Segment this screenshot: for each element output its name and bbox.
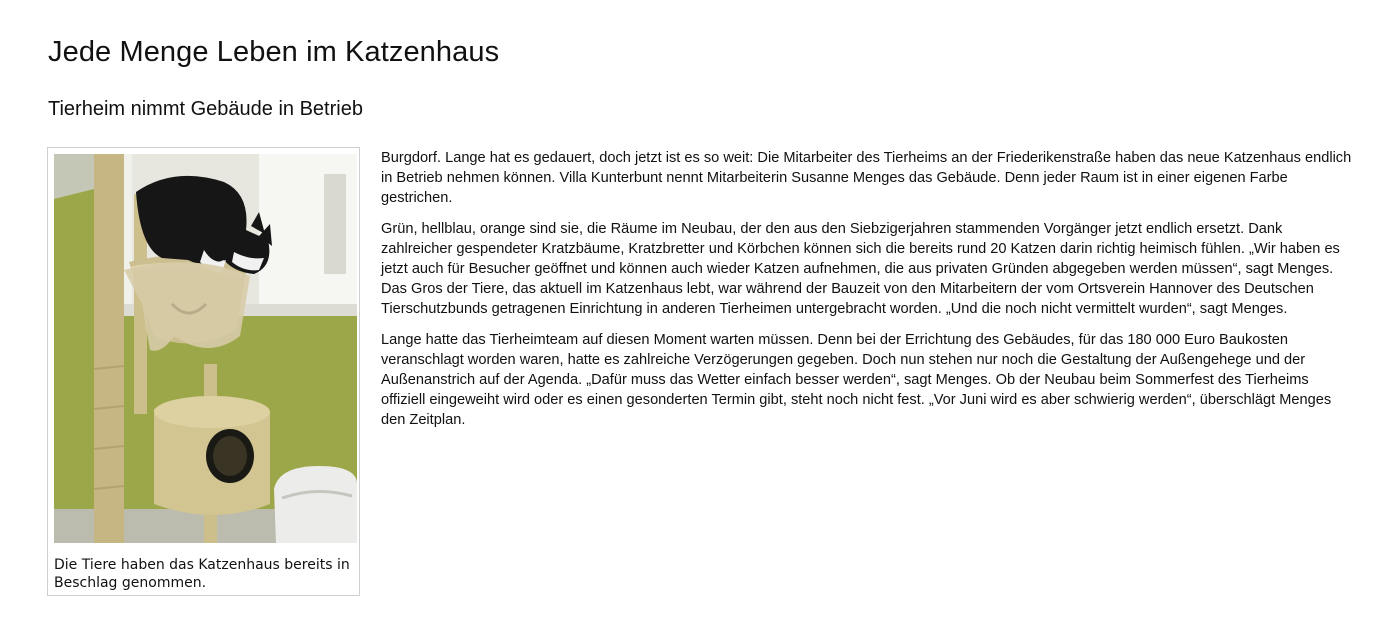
cat-tree-photo	[54, 154, 357, 543]
article-subheadline: Tierheim nimmt Gebäude in Betrieb	[48, 98, 363, 120]
article-figure	[47, 147, 360, 596]
article-paragraph: Grün, hellblau, orange sind sie, die Räume im Neubau, der den aus den Siebzigerjahren stammenden Vorgänger jetzt endlich ersetzt. Dank zahlreicher gespendeter Kratzbäume, Kratzbretter und Körbchen können sich die bereits rund 20 Katzen darin richtig heimisch fühlen. „Wir haben es jetzt auch für Besucher geöffnet und können auch wieder Katzen aufnehmen, die aus privaten Gründen abgegeben werden müssen“, sagt Menges. Das Gros der Tiere, das aktuell im Katzenhaus lebt, war während der Bauzeit von den Mitarbeitern der vom Ortsverein Hannover des Deutschen Tierschutzbunds getragenen Einrichtung in anderen Tierheimen untergebracht worden. „Und die noch nicht vermittelt wurden“, sagt Menges.	[381, 221, 1340, 317]
article-body	[381, 148, 1356, 441]
figure-caption: Die Tiere haben das Katzenhaus bereits in Beschlag genommen.	[54, 557, 350, 591]
article-headline: Jede Menge Leben im Katzenhaus	[48, 36, 500, 68]
article-paragraph: Lange hatte das Tierheimteam auf diesen Moment warten müssen. Denn bei der Errichtung des Gebäudes, für das 180 000 Euro Baukosten veranschlagt worden waren, hatte es zahlreiche Verzögerungen gegeben. Doch nun stehen nur noch die Gestaltung der Außengehege und der Außenanstrich auf der Agenda. „Dafür muss das Wetter einfach besser werden“, sagt Menges. Ob der Neubau beim Sommerfest des Tierheims offiziell eingeweiht wird oder es einen gesonderten Termin gibt, steht noch nicht fest. „Vor Juni wird es aber schwierig werden“, überschlägt Menges den Zeitplan.	[381, 332, 1332, 428]
article-paragraph: Burgdorf. Lange hat es gedauert, doch jetzt ist es so weit: Die Mitarbeiter des Tierheims an der Friederikenstraße haben das neue Katzenhaus endlich in Betrieb nehmen können. Villa Kunterbunt nennt Mitarbeiterin Susanne Menges das Gebäude. Denn jeder Raum ist in einer eigenen Farbe gestrichen.	[381, 150, 1352, 206]
